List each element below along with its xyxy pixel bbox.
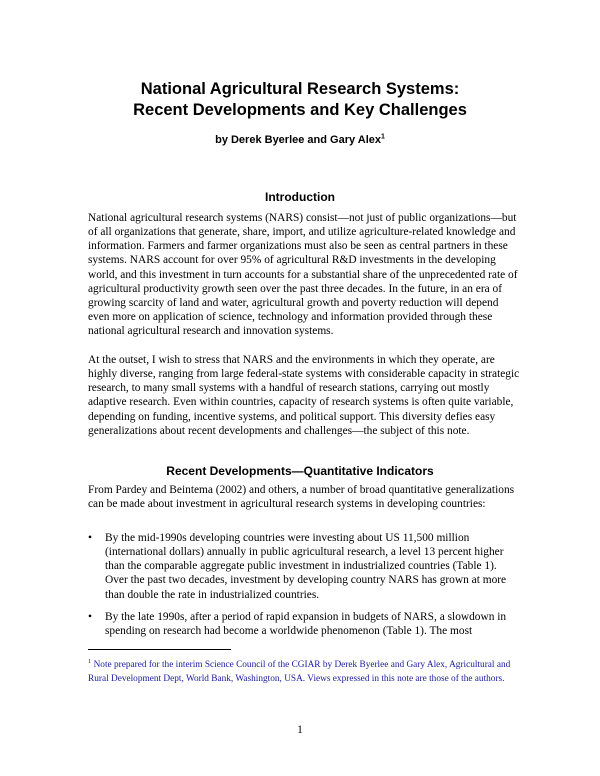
bullet-icon: • <box>88 532 92 544</box>
intro-paragraph-2: At the outset, I wish to stress that NARS and the environments in which they operate, are highly diverse, ranging from large federal-state systems with considerable capacity in strategic research, to many small systems with a handful of research stations, carrying out mostly adaptive research. Even within countries, capacity of research systems is often quite variable, depending on funding, incentive systems, and political support. This diversity defies easy generalizations about recent developments and challenges—the subject of this note. <box>88 354 520 437</box>
footnote <box>88 659 520 686</box>
page-number: 1 <box>297 724 303 736</box>
author-names: by Derek Byerlee and Gary Alex <box>215 134 381 146</box>
document-title-line-2: Recent Developments and Key Challenges <box>133 101 467 119</box>
footnote-text: Note prepared for the interim Science Council of the CGIAR by Derek Byerlee and Gary Alex, Agricultural and Rural Development Dept, World Bank, Washington, USA. Views expressed in this note are those of the authors. <box>88 660 511 684</box>
section-heading-recent-developments: Recent Developments—Quantitative Indicators <box>166 464 434 478</box>
byline-footnote-marker[interactable]: 1 <box>381 133 385 141</box>
recent-developments-paragraph-1: From Pardey and Beintema (2002) and others, a number of broad quantitative generalizations can be made about investment in agricultural research systems in developing countries: <box>88 484 515 511</box>
intro-paragraph-1: National agricultural research systems (NARS) consist—not just of public organizations—but of all organizations that generate, share, import, and utilize agriculture-related knowledge and information. Farmers and farmer organizations must also be seen as central partners in these systems. NARS account for over 95% of agricultural R&D investments in the developing world, and this investment in turn accounts for a substantial share of the unprecedented rate of agricultural productivity growth seen over the past three decades. In the future, in an era of growing scarcity of land and water, agricultural growth and poverty reduction will depend even more on application of science, technology and information provided through these national agricultural research and innovation systems. <box>88 212 518 338</box>
footnote-divider <box>88 649 231 650</box>
author-byline <box>0 133 600 147</box>
section-heading-introduction: Introduction <box>265 190 335 204</box>
bullet-icon: • <box>88 611 92 623</box>
bullet-text-1: By the mid-1990s developing countries were investing about US 11,500 million (international dollars) annually in public agricultural research, a level 13 percent higher than the comparable aggregate public investment in industrialized countries (Table 1). Over the past two decades, investment by developing country NARS has grown at more than double the rate in industrialized countries. <box>105 532 507 601</box>
footnote-marker: 1 <box>88 657 92 665</box>
bullet-text-2: By the late 1990s, after a period of rapid expansion in budgets of NARS, a slowdown in spending on research had become a worldwide phenomenon (Table 1). The most <box>105 611 507 638</box>
document-title-line-1: National Agricultural Research Systems: <box>140 80 460 98</box>
